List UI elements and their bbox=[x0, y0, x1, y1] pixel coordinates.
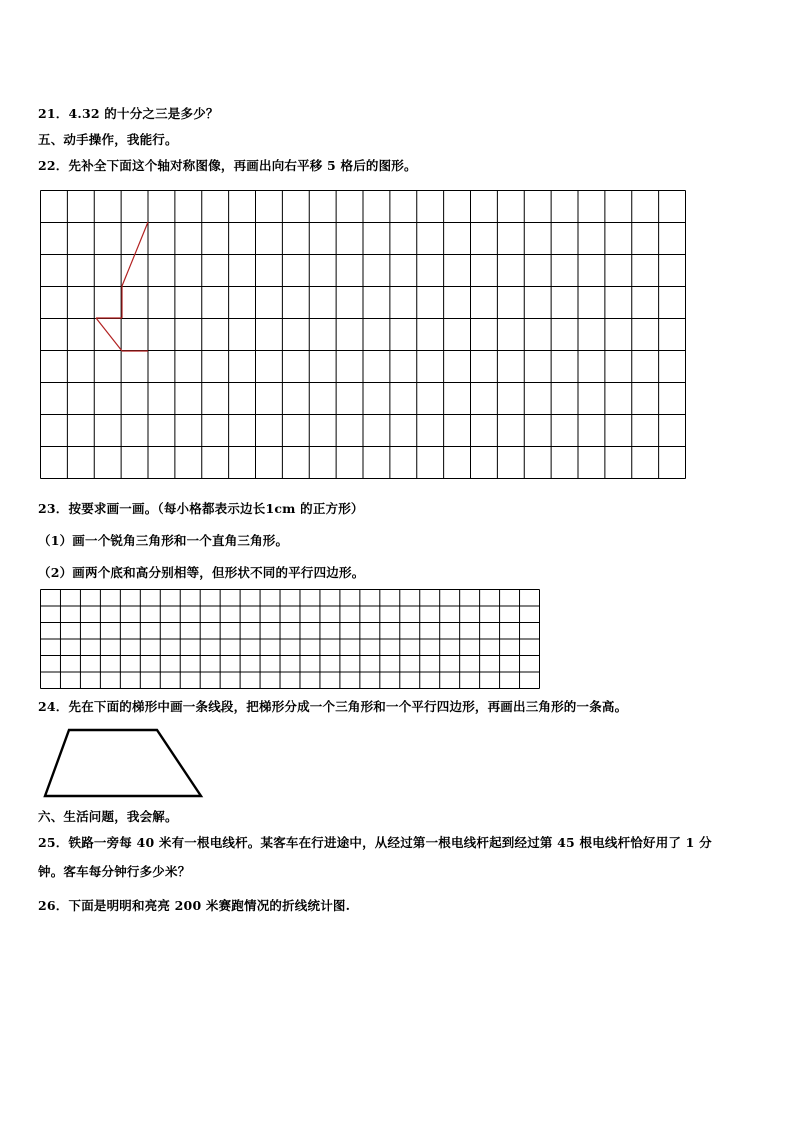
question-22: 22．先补全下面这个轴对称图像，再画出向右平移 5 格后的图形。 bbox=[38, 158, 417, 173]
trapezoid-shape bbox=[45, 730, 201, 796]
question-21: 21．4.32 的十分之三是多少？ bbox=[38, 106, 219, 121]
question-25-line-1: 25．铁路一旁每 40 米有一根电线杆。某客车在行进途中，从经过第一根电线杆起到经过第 45 根电线杆恰好用了 1 分 bbox=[38, 835, 712, 850]
grid-question-22 bbox=[40, 190, 686, 479]
section-5-heading: 五、动手操作，我能行。 bbox=[38, 132, 178, 147]
section-6-heading: 六、生活问题，我会解。 bbox=[38, 809, 178, 824]
question-24: 24．先在下面的梯形中画一条线段，把梯形分成一个三角形和一个平行四边形，再画出三角形的一条高。 bbox=[38, 699, 628, 714]
grid-question-23 bbox=[40, 589, 540, 689]
question-25-line-2: 钟。客车每分钟行多少米？ bbox=[38, 864, 191, 879]
trapezoid-figure bbox=[40, 726, 210, 802]
question-23-part-2: （2）画两个底和高分别相等，但形状不同的平行四边形。 bbox=[38, 565, 365, 580]
question-23: 23．按要求画一画。（每小格都表示边长1cm 的正方形） bbox=[38, 501, 364, 516]
question-23-part-1: （1）画一个锐角三角形和一个直角三角形。 bbox=[38, 533, 289, 548]
question-26: 26．下面是明明和亮亮 200 米赛跑情况的折线统计图. bbox=[38, 898, 351, 913]
